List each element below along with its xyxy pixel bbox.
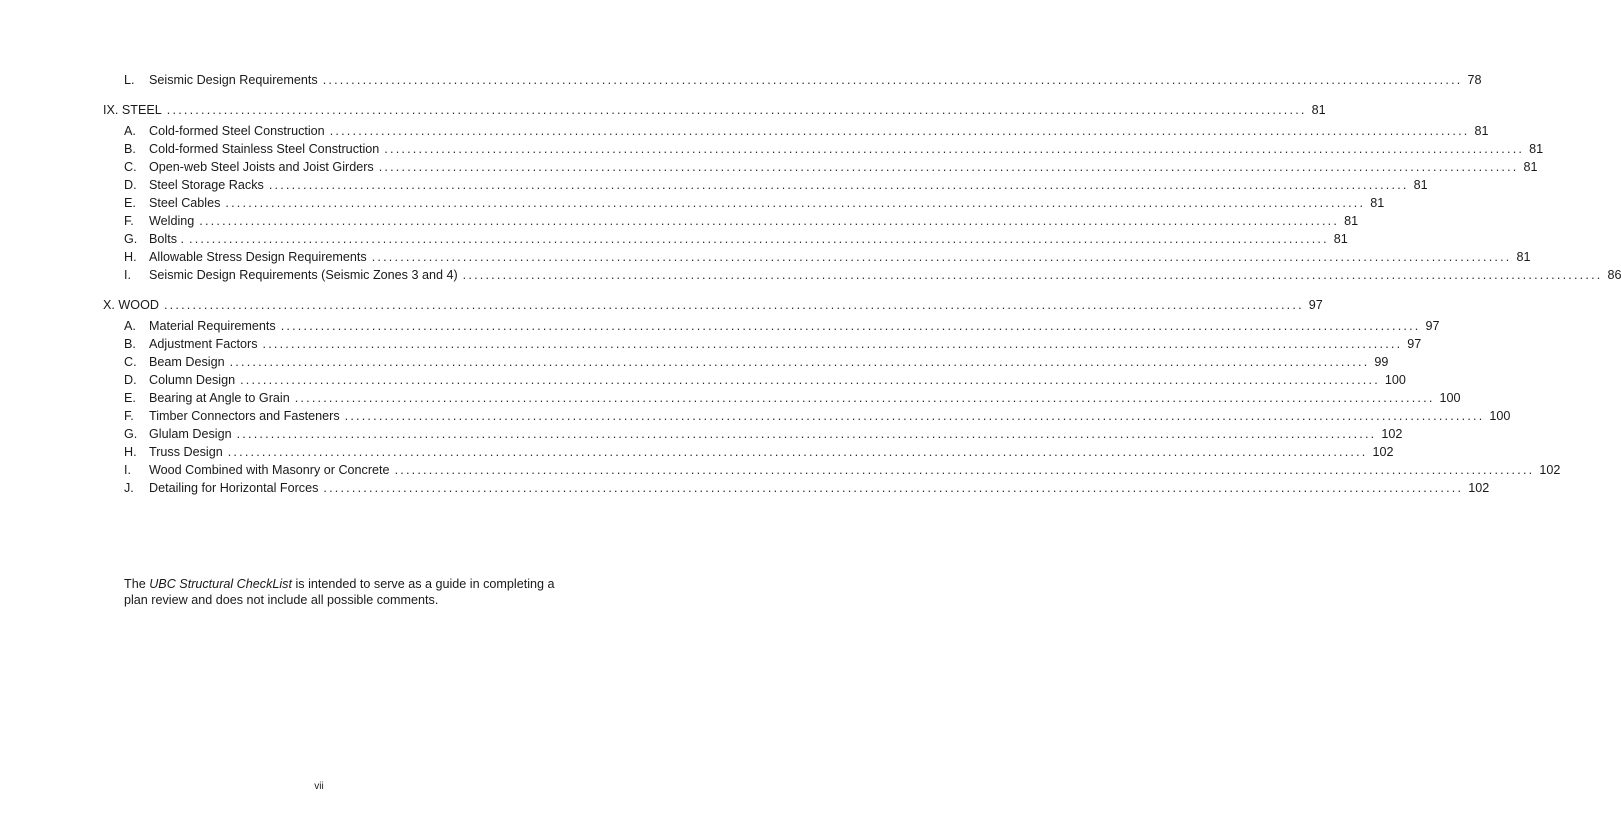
dot-leader: ........................................................................................................................................................................................................ [268,178,1409,192]
toc-entry-letter: B. [124,337,136,351]
toc-entry-letter: F. [124,409,134,423]
toc-entry-page: 100 [1439,391,1461,405]
toc-entry-title: Truss Design [149,445,223,459]
toc-entry-page: 100 [1489,409,1511,423]
dot-leader: ........................................................................................................................................................................................................ [371,250,1512,264]
toc-section-page: 97 [1308,298,1323,312]
toc-entry-page: 78 [1467,73,1482,87]
dot-leader: ........................................................................................................................................................................................................ [227,445,1368,459]
toc-entry-letter: E. [124,196,136,210]
toc-entry [124,213,1359,229]
toc-entry-letter: D. [124,178,137,192]
dot-leader: ........................................................................................................................................................................................................ [189,232,1329,246]
dot-leader: ........................................................................................................................................................................................................ [240,373,1380,387]
dot-leader: ........................................................................................................................................................................................................ [262,337,1403,351]
toc-entry [124,72,1482,88]
note-line-1-rest: is intended to serve as a guide in completing a [291,577,555,591]
toc-entry-letter: G. [124,427,138,441]
toc-entry-title: Adjustment Factors [149,337,258,351]
dot-leader: ........................................................................................................................................................................................................ [280,319,1421,333]
dot-leader: ........................................................................................................................................................................................................ [229,355,1370,369]
toc-entry [124,444,1394,460]
dot-leader: ........................................................................................................................................................................................................ [384,142,1525,156]
toc-entry-page: 81 [1523,160,1538,174]
dot-leader: ........................................................................................................................................................................................................ [323,481,1464,495]
toc-entry [124,195,1385,211]
toc-entry-page: 81 [1529,142,1544,156]
toc-entry [124,141,1544,157]
toc-entry-letter: I. [124,268,131,282]
toc-entry [124,372,1406,388]
toc-entry-title: Cold-formed Stainless Steel Construction [149,142,380,156]
toc-entry-letter: I. [124,463,131,477]
dot-leader: ........................................................................................................................................................................................................ [294,391,1435,405]
toc-entry [124,249,1531,265]
toc-entry-letter: D. [124,373,137,387]
toc-entry-page: 81 [1474,124,1489,138]
toc-entry-letter: J. [124,481,134,495]
toc-entry-title: Open-web Steel Joists and Joist Girders [149,160,374,174]
dot-leader: ........................................................................................................................................................................................................ [322,73,1463,87]
toc-entry-page: 100 [1384,373,1406,387]
toc-entry-title: Bolts . [149,232,184,246]
toc-entry-letter: C. [124,160,137,174]
toc-entry [124,318,1440,334]
toc-section-title: X. WOOD [103,298,159,312]
dot-leader: ........................................................................................................................................................................................................ [225,196,1366,210]
dot-leader: ........................................................................................................................................................................................................ [344,409,1485,423]
toc-entry-title: Steel Cables [149,196,221,210]
dot-leader: ........................................................................................................................................................................................................ [166,103,1307,117]
toc-entry-title: Timber Connectors and Fasteners [149,409,340,423]
toc-entry [124,462,1561,478]
toc-entry-title: Detailing for Horizontal Forces [149,481,319,495]
dot-leader: ........................................................................................................................................................................................................ [378,160,1519,174]
toc-entry-title: Seismic Design Requirements (Seismic Zones 3 and 4) [149,268,458,282]
toc-section-wood [103,297,1323,313]
note-line-1 [124,576,555,592]
toc-entry [124,408,1511,424]
toc-entry-title: Beam Design [149,355,225,369]
toc-entry-letter: G. [124,232,138,246]
toc-entry-title: Steel Storage Racks [149,178,264,192]
toc-entry-letter: B. [124,142,136,156]
toc-entry-page: 81 [1516,250,1531,264]
toc-entry-letter: F. [124,214,134,228]
toc-entry-page: 97 [1425,319,1440,333]
toc-entry-title: Cold-formed Steel Construction [149,124,325,138]
dot-leader: ........................................................................................................................................................................................................ [329,124,1470,138]
toc-entry-letter: A. [124,124,136,138]
page-number: vii [314,781,324,792]
toc-entry [124,426,1403,442]
dot-leader: ........................................................................................................................................................................................................ [163,298,1304,312]
toc-entry [124,390,1461,406]
toc-entry-page: 97 [1407,337,1422,351]
toc-entry-page: 81 [1413,178,1428,192]
toc-entry-title: Welding [149,214,195,228]
toc-section-steel [103,102,1326,118]
toc-entry-page: 102 [1372,445,1394,459]
toc-entry [124,336,1422,352]
toc-entry-title: Bearing at Angle to Grain [149,391,290,405]
toc-entry-page: 99 [1374,355,1389,369]
toc-entry-page: 102 [1468,481,1490,495]
toc-entry-letter: H. [124,250,137,264]
note-line-2: plan review and does not include all possible comments. [124,593,439,607]
toc-entry [124,354,1389,370]
dot-leader: ........................................................................................................................................................................................................ [394,463,1535,477]
toc-entry-letter: L. [124,73,135,87]
toc-entry-page: 81 [1370,196,1385,210]
dot-leader: ........................................................................................................................................................................................................ [462,268,1603,282]
toc-entry [124,480,1490,496]
toc-entry [124,177,1428,193]
toc-entry-title: Material Requirements [149,319,276,333]
toc-section-title: IX. STEEL [103,103,162,117]
toc-section-page: 81 [1311,103,1326,117]
toc-entry-title: Allowable Stress Design Requirements [149,250,367,264]
toc-entry-title: Glulam Design [149,427,232,441]
toc-entry-page: 81 [1344,214,1359,228]
toc-entry [124,231,1348,247]
toc-entry [124,159,1538,175]
toc-entry-page: 102 [1539,463,1561,477]
toc-entry-page: 86 [1607,268,1621,282]
checklist-note [124,576,555,608]
toc-entry-letter: H. [124,445,137,459]
dot-leader: ........................................................................................................................................................................................................ [199,214,1340,228]
toc-entry-page: 102 [1381,427,1403,441]
note-title-italic: UBC Structural CheckList [149,577,292,591]
toc-entry-letter: C. [124,355,137,369]
toc-entry-letter: E. [124,391,136,405]
toc-entry-title: Seismic Design Requirements [149,73,318,87]
toc-entry-page: 81 [1333,232,1348,246]
toc-entry-title: Wood Combined with Masonry or Concrete [149,463,390,477]
note-prefix: The [124,577,150,591]
toc-entry [124,123,1489,139]
toc-entry-letter: A. [124,319,136,333]
toc-entry-title: Column Design [149,373,236,387]
dot-leader: ........................................................................................................................................................................................................ [236,427,1377,441]
toc-entry [124,267,1621,283]
